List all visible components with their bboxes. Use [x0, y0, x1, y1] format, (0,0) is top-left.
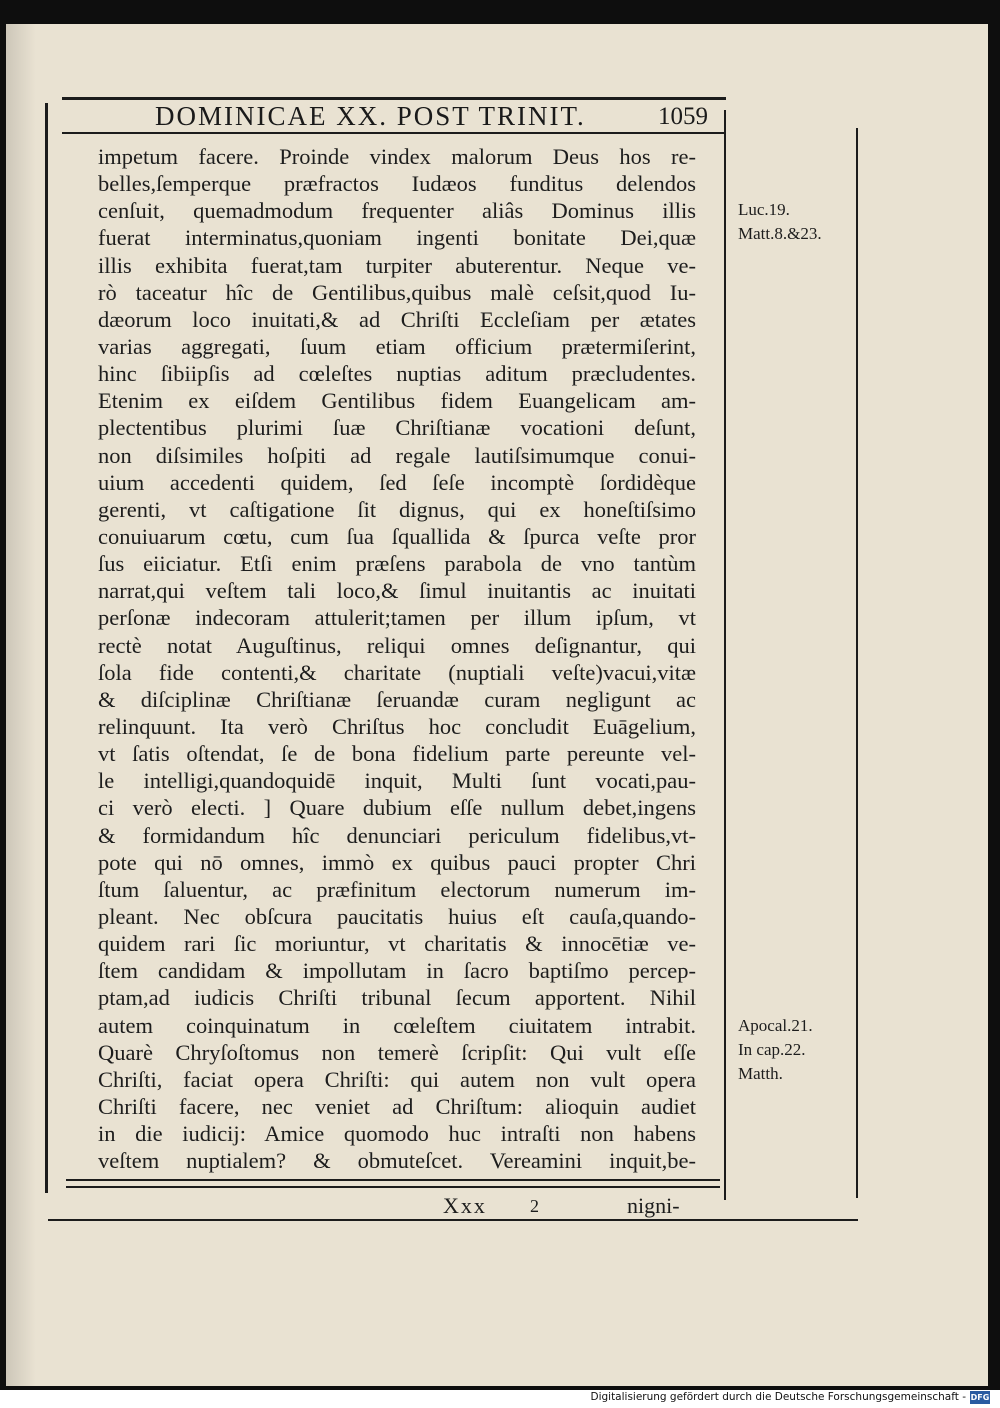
- text-line: Quarè Chryſoſtomus non temerè ſcripſit: Qui vult eſſe: [98, 1039, 696, 1065]
- text-line: vt ſatis oſtendat, ſe de bona fidelium parte pereunte vel-: [98, 741, 696, 767]
- text-line: in die iudicij: Amice quomodo huc intraſti non habens: [98, 1121, 696, 1147]
- text-line: gerenti, vt caſtigatione ſit dignus, qui ex honeſtiſsimo: [98, 496, 696, 522]
- footer-rule-upper: [66, 1179, 720, 1181]
- frame-left-rule: [45, 103, 48, 1193]
- text-line: impetum facere. Proinde vindex malorum Deus hos re-: [98, 144, 696, 169]
- text-line: & formidandum hîc denunciari periculum fidelibus,vt-: [98, 822, 696, 848]
- text-line: ſus eiiciatur. Etſi enim præſens parabola de vno tantùm: [98, 551, 696, 577]
- page-gutter-shadow: [6, 24, 36, 1386]
- text-line: pote qui nō omnes, immò ex quibus pauci propter Chri: [98, 849, 696, 875]
- text-line: Chriſti, faciat opera Chriſti: qui autem non vult opera: [98, 1066, 696, 1092]
- frame-right-rule: [856, 128, 858, 1198]
- text-line: ptam,ad iudicis Chriſti tribunal ſecum apportent. Nihil: [98, 985, 696, 1011]
- text-line: conuiuarum cœtu, cum ſua ſquallida & ſpurca veſte pror: [98, 523, 696, 549]
- text-line: veſtem nuptialem? & obmuteſcet. Vereamini inquit,be-: [98, 1148, 696, 1174]
- text-line: ſtum ſaluentur, ac præfinitum electorum numerum im-: [98, 876, 696, 902]
- text-line: cenſuit, quemadmodum frequenter aliâs Dominus illis: [98, 198, 696, 224]
- signature-number: 2: [530, 1196, 539, 1216]
- bottom-frame-rule: [48, 1219, 858, 1221]
- catchword: nigni-: [627, 1193, 680, 1218]
- main-text-column: [98, 143, 696, 1174]
- text-line: perſonæ indecoram attulerit;tamen per illum ipſum, vt: [98, 605, 696, 631]
- text-line: ſtem candidam & impollutam in ſacro baptiſmo percep-: [98, 958, 696, 984]
- signature-mark: Xxx: [443, 1193, 487, 1218]
- digitization-credit: Digitalisierung gefördert durch die Deutsche Forschungsgemeinschaft -: [590, 1391, 966, 1403]
- text-line: ſola fide contenti,& charitate (nuptiali veſte)vacui,vitæ: [98, 659, 696, 685]
- dfg-logo-icon: DFG: [970, 1393, 990, 1402]
- text-line: narrat,qui veſtem tali loco,& ſimul inuitantis ac inuitati: [98, 578, 696, 604]
- page-number: 1059: [658, 103, 708, 130]
- text-line: fuerat interminatus,quoniam ingenti bonitate Dei,quæ: [98, 225, 696, 251]
- marginal-note-line: Matt.8.&23.: [738, 224, 822, 243]
- text-line: non diſsimiles hoſpiti ad regale lautiſsimumque conui-: [98, 442, 696, 468]
- marginal-note-line: Luc.19.: [738, 200, 790, 219]
- running-title: DOMINICAE XX. POST TRINIT.: [155, 101, 586, 131]
- text-line: plectentibus plurimi ſuæ Chriſtianæ vocationi deſunt,: [98, 415, 696, 441]
- text-line: Chriſti facere, nec veniet ad Chriſtum: alioquin audiet: [98, 1093, 696, 1119]
- text-line: le intelligi,quandoquidē inquit, Multi ſunt vocati,pau-: [98, 768, 696, 794]
- text-line: varias aggregati, ſuum etiam officium prætermiſerint,: [98, 333, 696, 359]
- text-line: Etenim ex eiſdem Gentilibus fidem Euangelicam am-: [98, 388, 696, 414]
- marginal-note-line: In cap.22.: [738, 1040, 806, 1059]
- text-line: belles,ſemperque præfractos Iudæos funditus delendos: [98, 171, 696, 197]
- text-line: relinquunt. Ita verò Chriſtus hoc concludit Euāgelium,: [98, 713, 696, 739]
- text-line: illis exhibita fuerat,tam turpiter abuterentur. Neque ve-: [98, 252, 696, 278]
- text-line: uium accedenti quidem, ſed ſeſe incomptè ſordidèque: [98, 469, 696, 495]
- text-line: & diſciplinæ Chriſtianæ ſeruandæ curam negligunt ac: [98, 686, 696, 712]
- marginal-note-apocalypse: [738, 1014, 813, 1086]
- text-line: pleant. Nec obſcura paucitatis huius eſt cauſa,quando-: [98, 903, 696, 929]
- header-rule-bottom: [62, 132, 726, 134]
- footer-rule-lower: [66, 1186, 720, 1188]
- marginal-note-luke-matthew: [738, 198, 822, 246]
- marginal-note-line: Matth.: [738, 1064, 783, 1083]
- marginal-note-line: Apocal.21.: [738, 1016, 813, 1035]
- header-rule-top: [62, 97, 726, 100]
- column-divider-rule: [724, 110, 726, 1200]
- text-line: hinc ſibiipſis ad cœleſtes nuptias aditum præcludentes.: [98, 361, 696, 387]
- text-line: quidem rari ſic moriuntur, vt charitatis & innocētiæ ve-: [98, 931, 696, 957]
- text-line: ci verò electi. ] Quare dubium eſſe nullum debet,ingens: [98, 795, 696, 821]
- text-line: dæorum loco inuitati,& ad Chriſti Eccleſiam per ætates: [98, 306, 696, 332]
- text-line: autem coinquinatum in cœleſtem ciuitatem intrabit.: [98, 1012, 696, 1038]
- text-line: rectè notat Auguſtinus, reliqui omnes deſignantur, qui: [98, 632, 696, 658]
- text-line: rò taceatur hîc de Gentilibus,quibus malè ceſsit,quod Iu-: [98, 279, 696, 305]
